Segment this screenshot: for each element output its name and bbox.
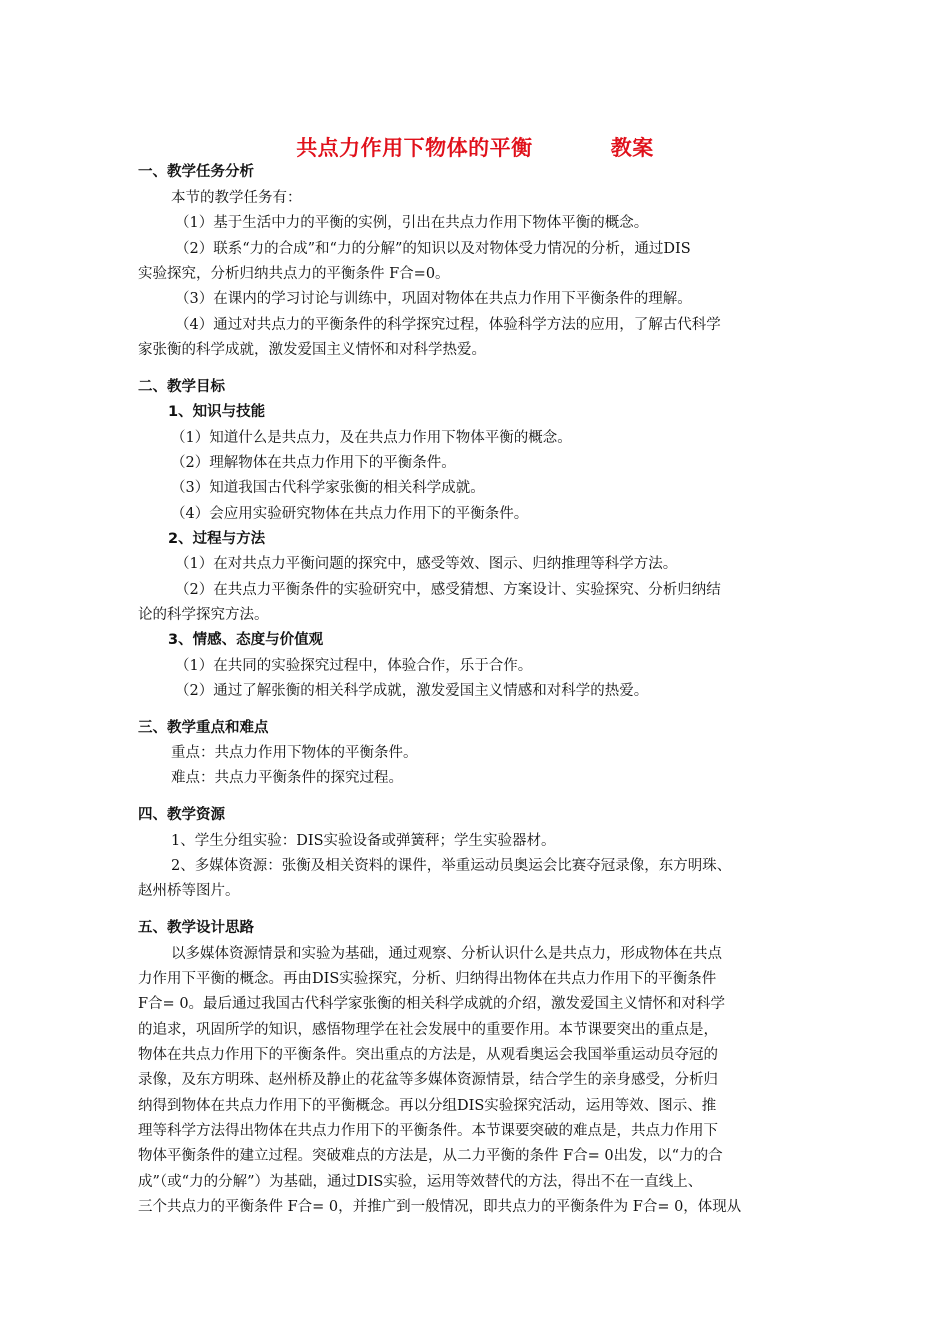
attitude-item-1: （1）在共同的实验探究过程中，体验合作，乐于合作。 [175,658,533,674]
task-item-4-line-2: 家张衡的科学成就，激发爱国主义情怀和对科学热爱。 [138,342,486,358]
difficult-point: 难点：共点力平衡条件的探究过程。 [171,770,403,786]
key-point: 重点：共点力作用下物体的平衡条件。 [171,745,418,761]
attitude-item-2: （2）通过了解张衡的相关科学成就，激发爱国主义情感和对科学的热爱。 [175,683,649,699]
section-heading-task-analysis: 一、教学任务分析 [138,164,254,180]
design-line: 成”（或“力的分解”）为基础，通过DIS实验，运用等效替代的方法，得出不在一直线上、 [138,1174,703,1190]
design-line: 三个共点力的平衡条件 F合= 0，并推广到一般情况，即共点力的平衡条件为 F合= 0，体现从 [138,1199,742,1215]
knowledge-item-2: （2）理解物体在共点力作用下的平衡条件。 [171,455,456,471]
subheading-attitudes-values: 3、情感、态度与价值观 [168,632,324,648]
section-heading-resources: 四、教学资源 [138,807,225,823]
resource-item-2-line-2: 赵州桥等图片。 [138,883,240,899]
task-intro: 本节的教学任务有： [171,190,302,206]
resource-item-1: 1、学生分组实验：DIS实验设备或弹簧秤；学生实验器材。 [171,833,556,849]
resource-item-2-line-1: 2、多媒体资源：张衡及相关资料的课件，举重运动员奥运会比赛夺冠录像，东方明珠、 [171,858,732,874]
subheading-process-methods: 2、过程与方法 [168,531,266,547]
design-line: F合= 0。最后通过我国古代科学家张衡的相关科学成就的介绍，激发爱国主义情怀和对科学 [138,996,726,1012]
design-line: 录像，及东方明珠、赵州桥及静止的花盆等多媒体资源情景，结合学生的亲身感受，分析归 [138,1072,718,1088]
knowledge-item-1: （1）知道什么是共点力，及在共点力作用下物体平衡的概念。 [171,430,572,446]
design-line: 以多媒体资源情景和实验为基础，通过观察、分析认识什么是共点力，形成物体在共点 [171,946,722,962]
design-line: 纳得到物体在共点力作用下的平衡概念。再以分组DIS实验探究活动，运用等效、图示、推 [138,1098,717,1114]
design-line: 物体平衡条件的建立过程。突破难点的方法是，从二力平衡的条件 F合= 0出发，以“力的合 [138,1148,723,1164]
task-item-3: （3）在课内的学习讨论与训练中，巩固对物体在共点力作用下平衡条件的理解。 [175,291,692,307]
process-item-2-line-2: 论的科学探究方法。 [138,607,269,623]
task-item-2-line-2: 实验探究，分析归纳共点力的平衡条件 F合=0。 [138,266,450,282]
page-title: 共点力作用下物体的平衡 教案 [296,136,654,160]
design-line: 物体在共点力作用下的平衡条件。突出重点的方法是，从观看奥运会我国举重运动员夺冠的 [138,1047,718,1063]
design-line: 的追求，巩固所学的知识，感悟物理学在社会发展中的重要作用。本节课要突出的重点是， [138,1022,718,1038]
subheading-knowledge-skills: 1、知识与技能 [168,404,266,420]
task-item-2-line-1: （2）联系“力的合成”和“力的分解”的知识以及对物体受力情况的分析，通过DIS [175,241,691,257]
process-item-2-line-1: （2）在共点力平衡条件的实验研究中，感受猜想、方案设计、实验探究、分析归纳结 [175,582,721,598]
knowledge-item-3: （3）知道我国古代科学家张衡的相关科学成就。 [171,480,485,496]
design-line: 理等科学方法得出物体在共点力作用下的平衡条件。本节课要突破的难点是，共点力作用下 [138,1123,718,1139]
knowledge-item-4: （4）会应用实验研究物体在共点力作用下的平衡条件。 [171,506,529,522]
task-item-1: （1）基于生活中力的平衡的实例，引出在共点力作用下物体平衡的概念。 [175,215,649,231]
section-heading-objectives: 二、教学目标 [138,379,225,395]
design-line: 力作用下平衡的概念。再由DIS实验探究，分析、归纳得出物体在共点力作用下的平衡条件 [138,971,717,987]
process-item-1: （1）在对共点力平衡问题的探究中，感受等效、图示、归纳推理等科学方法。 [175,556,678,572]
section-heading-design-ideas: 五、教学设计思路 [138,920,254,936]
task-item-4-line-1: （4）通过对共点力的平衡条件的科学探究过程，体验科学方法的应用，了解古代科学 [175,317,721,333]
section-heading-key-points: 三、教学重点和难点 [138,720,269,736]
